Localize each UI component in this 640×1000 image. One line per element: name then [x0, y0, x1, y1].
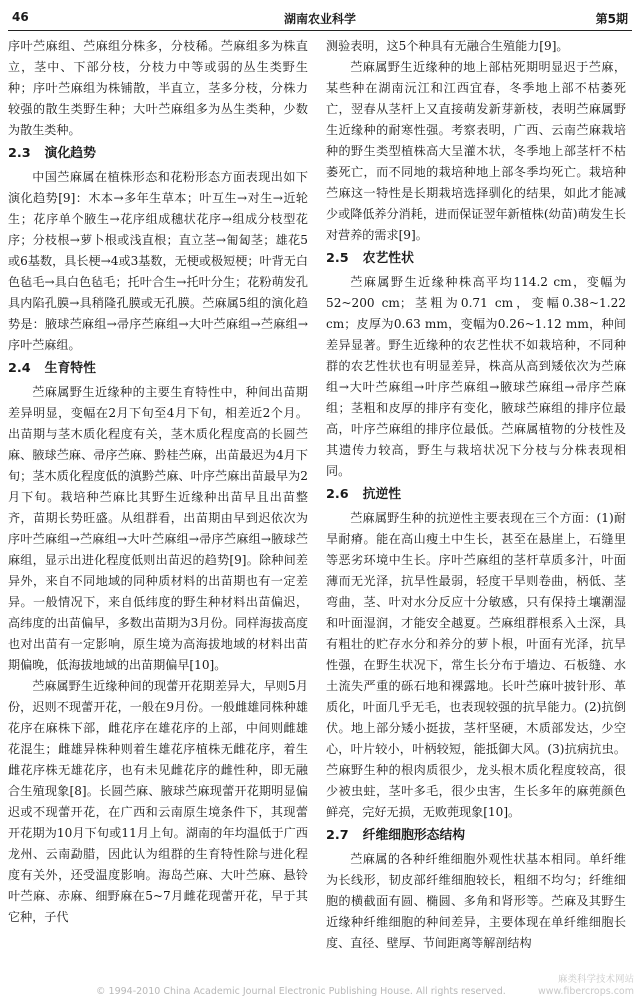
section-number: 2.7	[326, 828, 349, 843]
page-number: 46	[12, 10, 29, 24]
paragraph: 苎麻属野生近缘种的地上部枯死期明显迟于苎麻，某些种在湖南沅江和江西宜春，冬季地上部不枯萎死亡，翌春从茎杆上又直接萌发新芽新枝，表明苎麻属野生近缘种的耐寒性强。考察表明，广西、云南苎麻栽培种的野生类型植株高大呈灌木状，冬季地上部茎杆不枯萎死亡，而不同地的栽培种地上部冬季均死亡。栽培种苎麻这一特性是长期栽培选择驯化的结果，如此才能减少或降低养分消耗，进而保证翌年新植株(幼苗)萌发生长对营养的需求[9]。	[326, 60, 626, 242]
watermark-line: www.fibercrops.com	[537, 986, 634, 997]
paragraph: 苎麻属野生近缘种间的现蕾开花期差异大，早则5月份，迟则不现蕾开花，一般在9月份。一般雌雄同株种雄花序在麻株下部，雌花序在雄花序的上部，中间则雌雄花混生；雌雄异株种则着生雄花序植株无雌花序，着生雌花序株无雄花序，也有未见雌花序的雌性种，即无融合生殖现象[8]。长圆苎麻、腋球苎麻现蕾开花期明显偏迟或不现蕾开花，在广西和云南原生境条件下，其现蕾开花期为10月下旬或11月上旬。湖南的年均温低于广西龙州、云南勐腊，因此认为组群的生育特性除与进化程度有关外，还受温度影响。海岛苎麻、大叶苎麻、悬铃叶苎麻、赤麻、细野麻在5~7月雌花现蕾开花，早于其它种，子代	[8, 679, 308, 924]
paragraph: 苎麻属的各种纤维细胞外观性状基本相同。单纤维为长线形，韧皮部纤维细胞较长，粗细不均匀；纤维细胞的横截面有圆、椭圆、多角和肾形等。苎麻及其野生近缘种纤维细胞的种间差异，主要体现在单纤维细胞长度、直径、壁厚、节间距离等解剖结构	[326, 852, 626, 950]
section-title: 抗逆性	[362, 487, 402, 502]
section-number: 2.3	[8, 146, 31, 161]
watermark	[538, 974, 634, 998]
paragraph: 苎麻属野生近缘种株高平均114.2 cm，变幅为52~200 cm；茎粗为0.71 cm，变幅0.38~1.22 cm；皮厚为0.63 mm，变幅为0.26~1.12 mm，种间差异显著。野生近缘种的农艺性状不如栽培种，不同种群的农艺性状也有明显差异，株高从高到矮依次为苎麻组→大叶苎麻组→叶序苎麻组→腋球苎麻组→帚序苎麻组；茎粗和皮厚的排序有变化，腋球苎麻组的排序位最高，叶序苎麻组的排序位最低。苎麻属植物的分枝性及其遗传力较高，野生与栽培状况下分枝与分株表现相同。	[326, 275, 626, 478]
left-column	[8, 36, 308, 986]
section-number: 2.4	[8, 361, 31, 376]
paragraph: 苎麻属野生种的抗逆性主要表现在三个方面：(1)耐旱耐瘠。能在高山瘦土中生长，甚至在悬崖上，石缝里等恶劣环境中生长。序叶苎麻组的茎杆草质多汁，叶面薄而无光泽，抗旱性最弱，轻度干旱则卷曲，柄低、茎弯曲，茎、叶对水分反应十分敏感，只有保持土壤潮湿和叶面湿润，才能安全越夏。苎麻组群根系入土深，具有粗壮的贮存水分和养分的萝卜根，叶面有光泽，抗旱性强，在野生状况下，常生长分布于墙边、石板缝、水土流失严重的砾石地和裸露地。长叶苎麻叶披针形、革质化，叶面几乎无毛，也表现较强的抗旱能力。(2)抗倒伏。地上部分矮小挺拔，茎杆坚硬，木质部发达，少空心，叶片较小，叶柄较短，能抵御大风。(3)抗病抗虫。苎麻野生种的根肉质很少，龙头根木质化程度较高，很少被虫蛀，茎叶多毛，很少虫害，生长多年的麻蔸颜色鲜亮，完好无损，无败蔸现象[10]。	[326, 511, 626, 819]
section-heading-2-7	[326, 825, 626, 847]
copyright-notice: © 1994-2010 China Academic Journal Electronic Publishing House. All rights reserved.	[96, 986, 506, 997]
paragraph: 苎麻属野生近缘种的主要生育特性中，种间出苗期差异明显，变幅在2月下旬至4月下旬，相差近2个月。出苗期与茎木质化程度有关，茎木质化程度高的长圆苎麻、腋球苎麻、帚序苎麻、黔桂苎麻，出苗最迟为4月下旬；茎木质化程度低的滇黔苎麻、叶序苎麻出苗最早为2月下旬。栽培种苎麻比其野生近缘种出苗早且出苗整齐，苗期长势旺盛。从组群看，出苗期由早到迟依次为序叶苎麻组→苎麻组→大叶苎麻组→帚序苎麻组→腋球苎麻组，显示出进化程度低则出苗迟的趋势[9]。除种间差异外，来自不同地域的同种质材料的出苗期也有一定差异。一般情况下，来自低纬度的野生种材料出苗偏迟，高纬度的出苗偏早，多数出苗期为3月份。同样海拔高度也对出苗有一定影响，原生境为高海拔地域的材料出苗期偏晚，低海拔地域的出苗期偏早[10]。	[8, 385, 308, 672]
page-header	[8, 8, 632, 31]
section-title: 演化趋势	[44, 146, 96, 161]
page-footer	[0, 974, 640, 1000]
section-title: 生育特性	[44, 361, 96, 376]
watermark-line: 麻类科学技术网站	[557, 974, 634, 985]
paragraph: 测验表明，这5个种具有无融合生殖能力[9]。	[326, 39, 569, 53]
section-number: 2.6	[326, 487, 349, 502]
section-title: 农艺性状	[362, 251, 414, 266]
section-number: 2.5	[326, 251, 349, 266]
section-heading-2-3	[8, 143, 308, 165]
paragraph: 序叶苎麻组、苎麻组分株多，分枝稀。苎麻组多为株直立，茎中、下部分枝，分枝力中等或弱的丛生类野生种；序叶苎麻组为株铺散，半直立，茎多分枝，分株力较强的散生类野生种；大叶苎麻组多为丛生类种，少数为散生类种。	[8, 39, 308, 137]
section-heading-2-6	[326, 484, 626, 506]
section-heading-2-4	[8, 358, 308, 380]
section-title: 纤维细胞形态结构	[362, 828, 466, 843]
section-heading-2-5	[326, 248, 626, 270]
paragraph: 中国苎麻属在植株形态和花粉形态方面表现出如下演化趋势[9]：木本→多年生草本；叶互生→对生→近轮生；花序单个腋生→花序组成穗状花序→组成分枝型花序；分枝根→萝卜根或浅直根；直立茎→匍匐茎；雄花5或6基数，具长梗→4或3基数，无梗或极短梗；叶背无白色毡毛→具白色毡毛；托叶合生→托叶分生；花粉萌发孔具内陷孔膜→具稍隆孔膜或无孔膜。苎麻属5组的演化趋势是：腋球苎麻组→帚序苎麻组→大叶苎麻组→苎麻组→序叶苎麻组。	[8, 170, 308, 352]
journal-title: 湖南农业科学	[283, 12, 356, 26]
right-column	[326, 36, 626, 986]
issue-number: 第5期	[595, 12, 628, 26]
